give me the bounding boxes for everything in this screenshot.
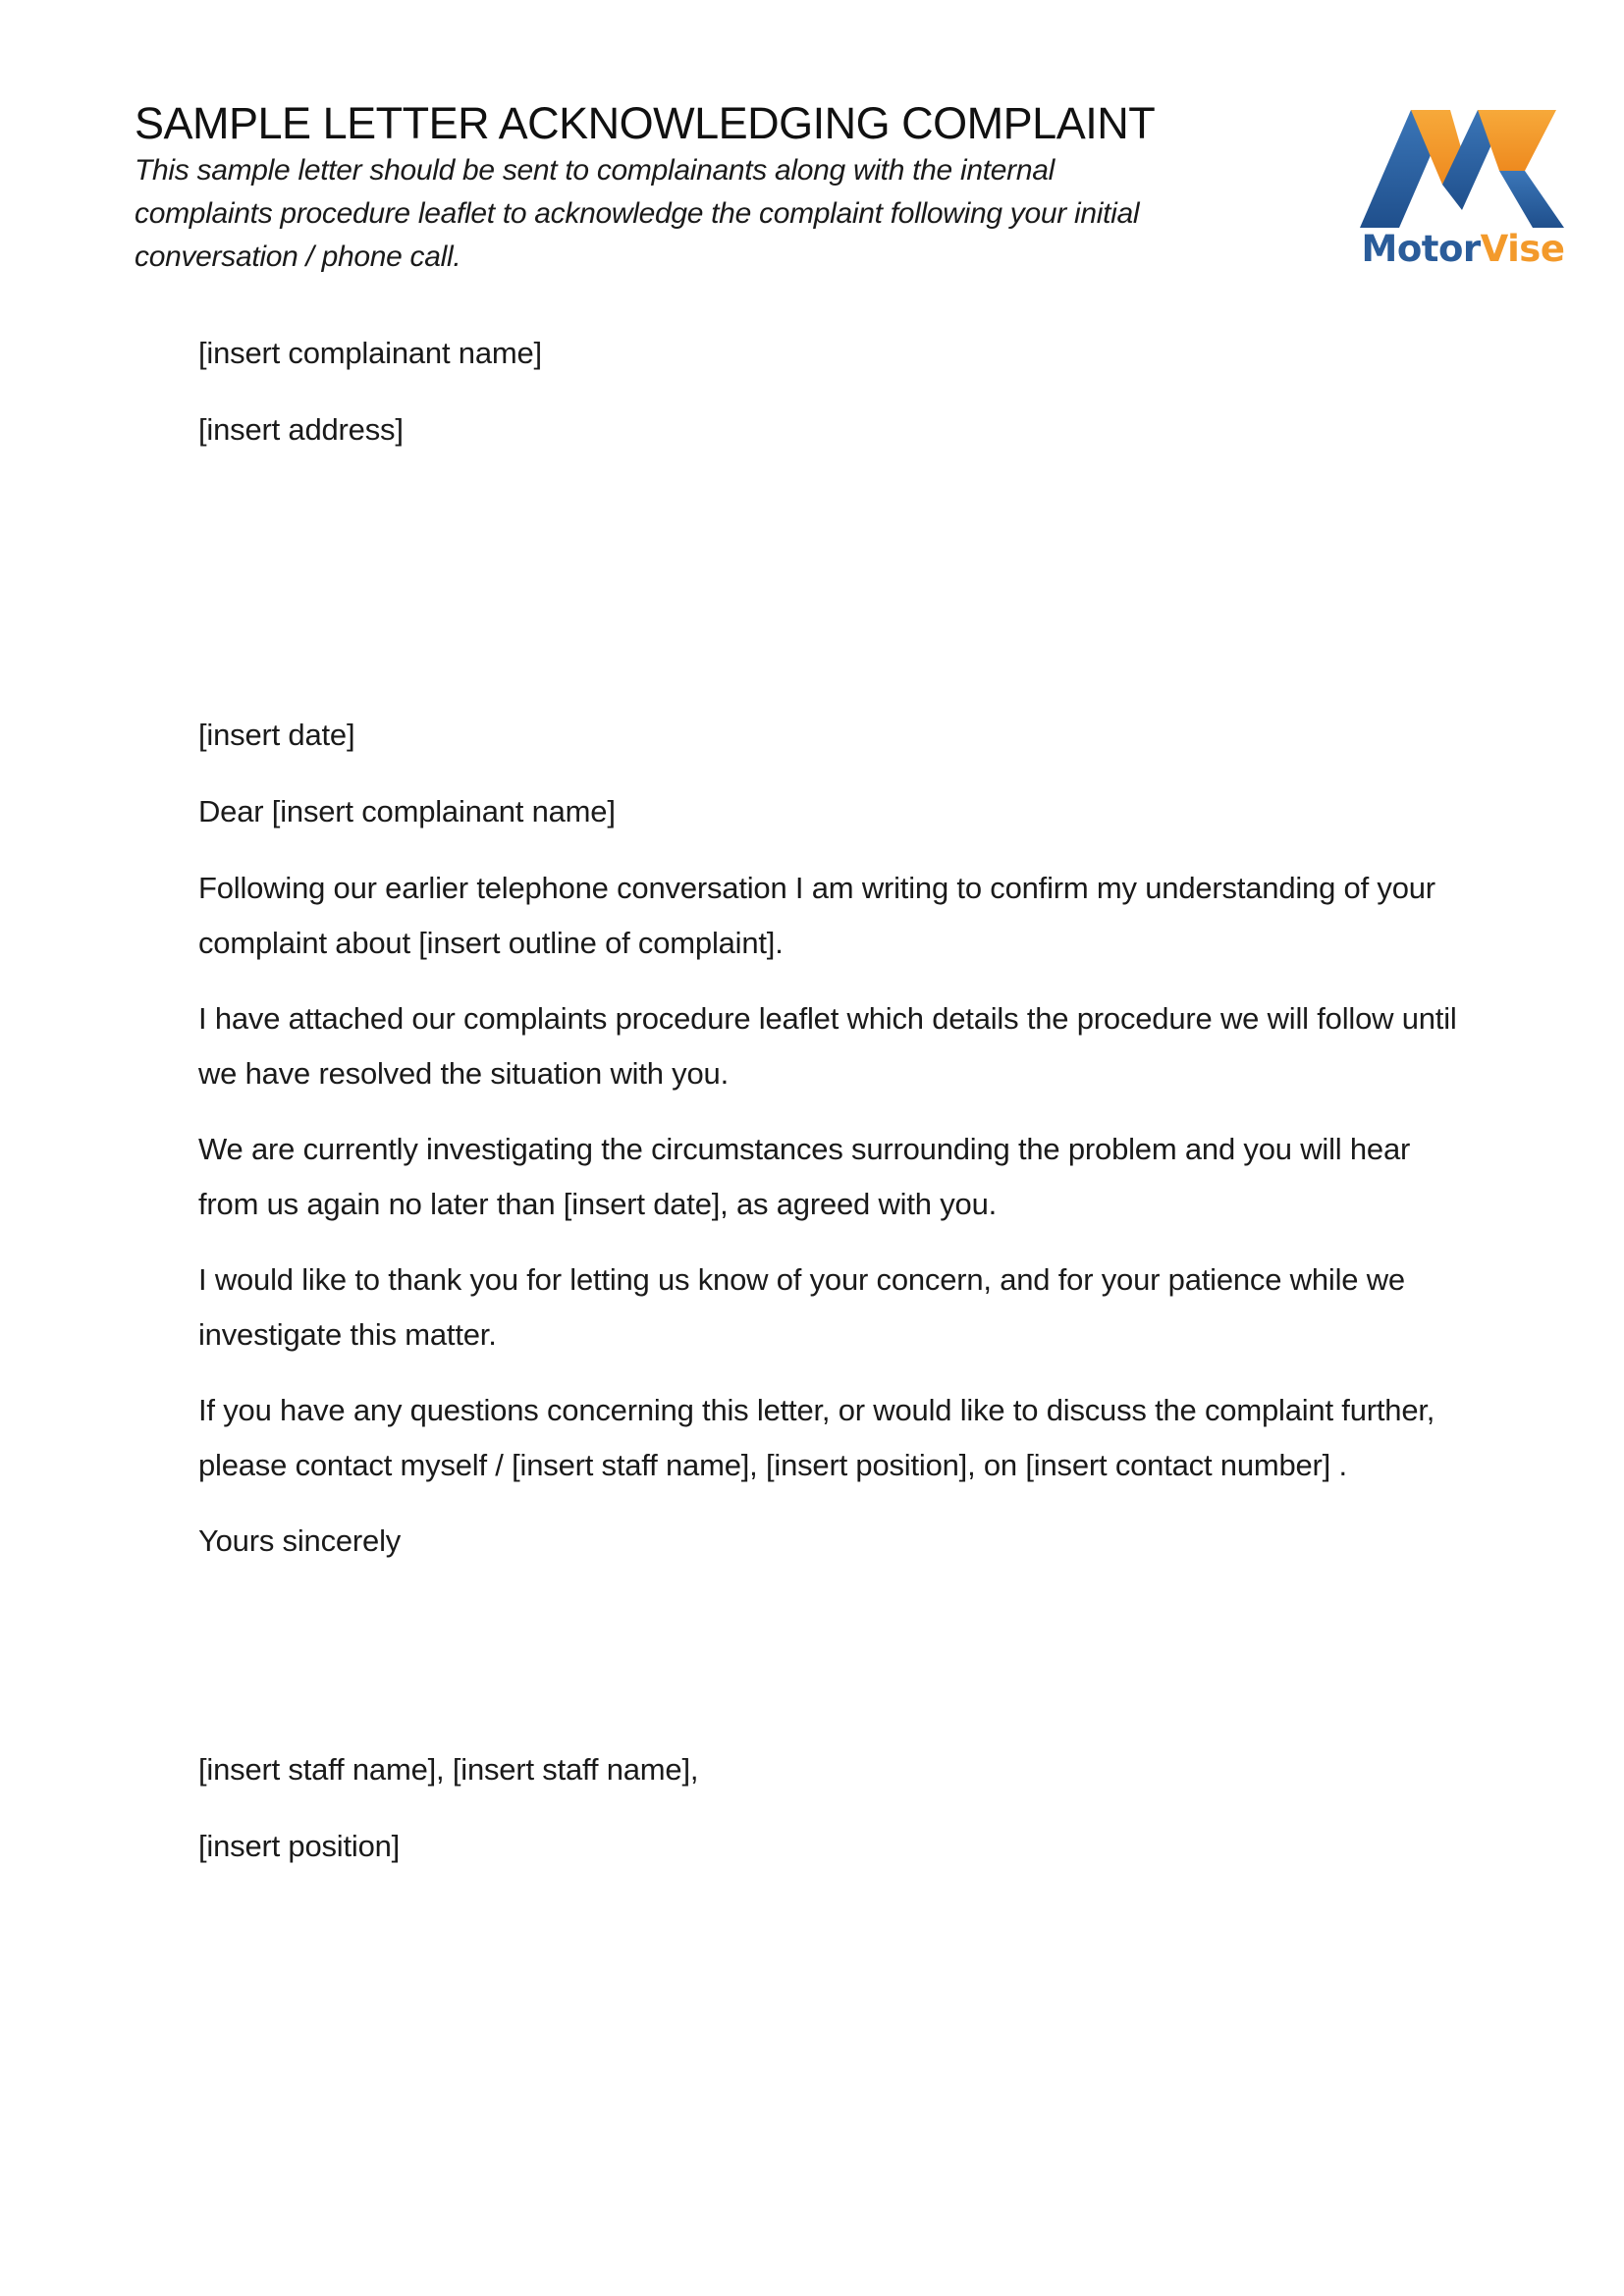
paragraph-1: Following our earlier telephone conversation I am writing to confirm my understanding of your complaint about [insert outline of complaint]. [198,871,1435,960]
paragraph-2: I have attached our complaints procedure leaflet which details the procedure we will follow until we have resolved the situation with you. [198,1001,1457,1091]
signature-name: [insert staff name], [insert staff name], [198,1752,699,1787]
motorvise-m-logo-icon [1360,108,1566,231]
paragraph-3: We are currently investigating the circumstances surrounding the problem and you will hear from us again no later than [insert date], as agreed with you. [198,1132,1411,1221]
document-instructions: This sample letter should be sent to complainants along with the internal complaints procedure leaflet to acknowledge the complaint following your initial conversation / phone call. [135,154,1140,273]
motorvise-logo [1360,108,1566,275]
letter-date: [insert date] [198,718,355,752]
paragraph-4: I would like to thank you for letting us know of your concern, and for your patience while we investigate this matter. [198,1262,1405,1352]
signature-position: [insert position] [198,1829,401,1863]
logo-word-motor: Motor [1361,228,1481,270]
document-title: SAMPLE LETTER ACKNOWLEDGING COMPLAINT [135,98,1156,148]
recipient-name: [insert complainant name] [198,336,542,370]
salutation: Dear [insert complainant name] [198,794,616,828]
recipient-address: [insert address] [198,412,404,447]
logo-wordmark [1360,228,1566,271]
logo-word-vise: Vise [1480,228,1565,270]
paragraph-5: If you have any questions concerning this letter, or would like to discuss the complaint further, please contact myself / [insert staff name], [insert position], on [insert contact number] . [198,1393,1435,1482]
closing: Yours sincerely [198,1523,402,1558]
